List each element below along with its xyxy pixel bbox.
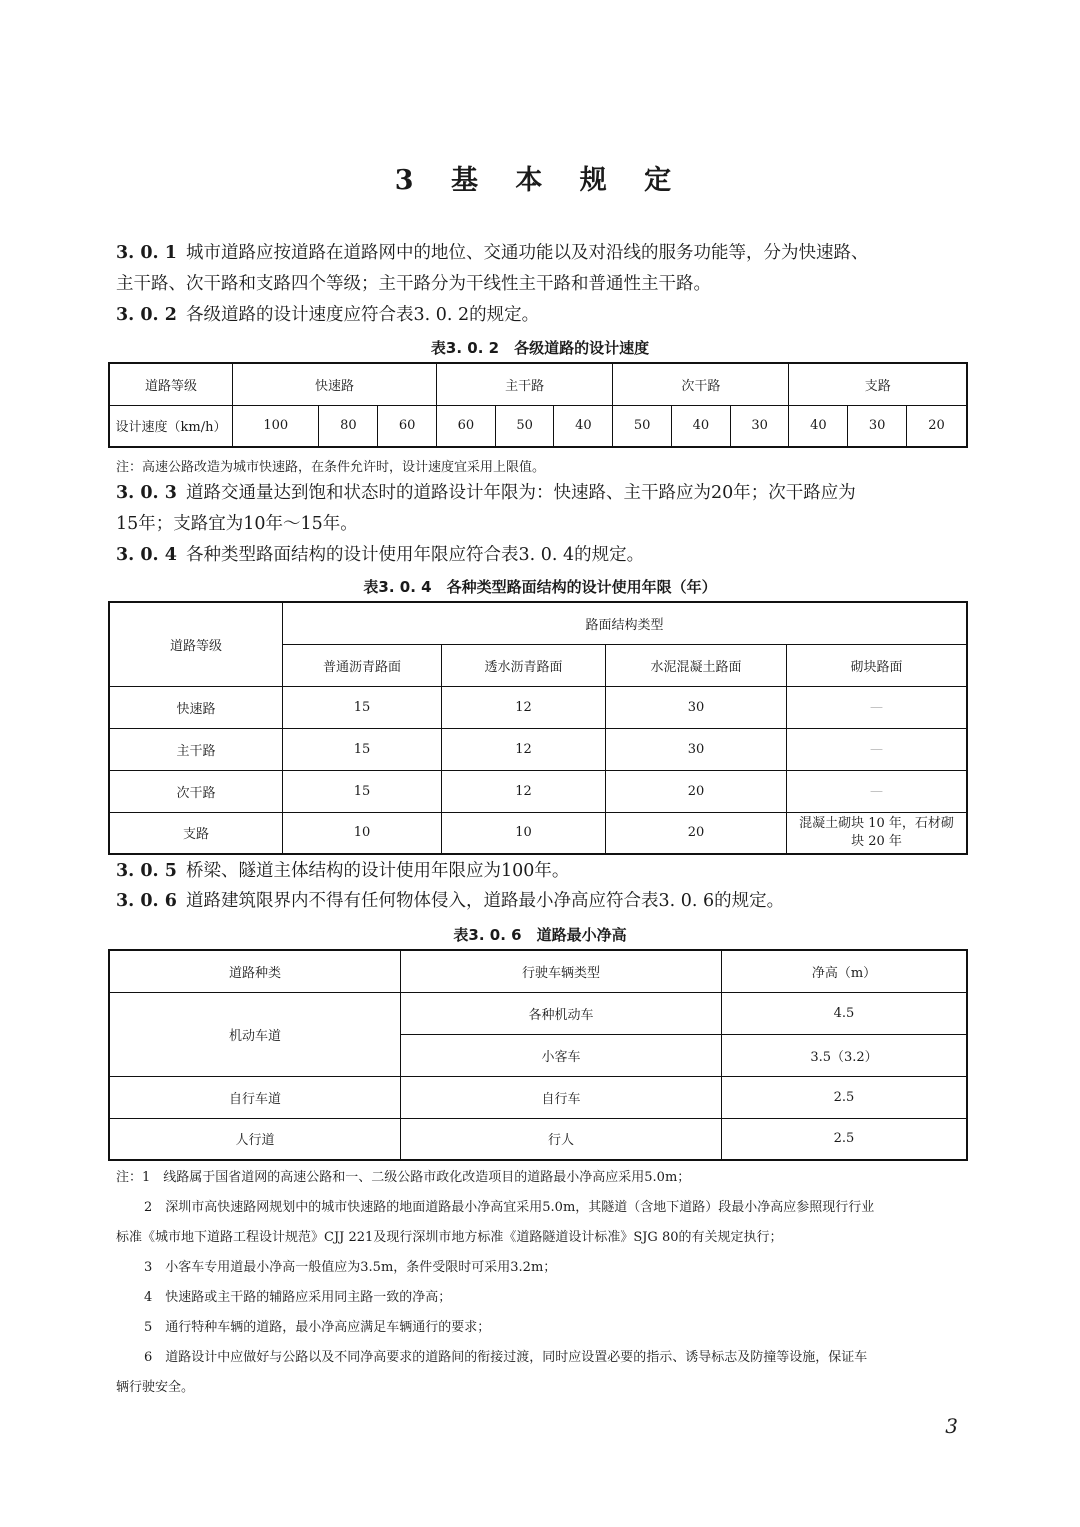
table-cell: 小客车 (401, 1034, 722, 1076)
note-4: 4 快速路或主干路的辅路应采用同主路一致的净高； (144, 1290, 452, 1305)
header-cell: 净高（m） (722, 950, 968, 992)
table-row (109, 686, 967, 728)
row-label: 快速路 (109, 686, 283, 728)
table-cell: 30 (606, 686, 787, 728)
clause-number: 3. 0. 5 (116, 861, 177, 881)
clause-3-0-5 (116, 856, 966, 887)
clause-text-cont: 15年；支路宜为10年～15年。 (116, 514, 358, 534)
clause-text: 道路交通量达到饱和状态时的道路设计年限为：快速路、主干路应为20年；次干路应为 (186, 483, 856, 503)
table-cell: 60 (378, 405, 437, 447)
table-cell: 12 (442, 770, 606, 812)
page-title: 3 基 本 规 定 (394, 165, 686, 196)
table-cell: 20 (606, 812, 787, 854)
table-cell: 混凝土砌块 10 年，石材砌块 20 年 (787, 812, 968, 854)
table-row (109, 770, 967, 812)
table-cell: 40 (554, 405, 613, 447)
clause-3-0-6 (116, 886, 966, 917)
row-label: 支路 (109, 812, 283, 854)
min-clearance-table (108, 949, 968, 1161)
page-number: 3 (945, 1414, 958, 1438)
table-cell: 4.5 (722, 992, 968, 1034)
table-cell: 10 (283, 812, 442, 854)
clause-3-0-2 (116, 300, 966, 331)
clause-number: 3. 0. 4 (116, 545, 177, 565)
header-cell: 普通沥青路面 (283, 644, 442, 686)
table-cell: 20 (606, 770, 787, 812)
header-cell: 路面结构类型 (283, 602, 968, 644)
table-cell: 50 (495, 405, 554, 447)
clause-number: 3. 0. 3 (116, 483, 177, 503)
table-caption-3-0-2: 表3. 0. 2 各级道路的设计速度 (430, 339, 650, 357)
header-cell: 砌块路面 (787, 644, 968, 686)
row-label: 设计速度（km/h） (109, 405, 233, 447)
table-cell: 2.5 (722, 1118, 968, 1160)
header-cell: 道路等级 (109, 363, 233, 405)
clause-number: 3. 0. 1 (116, 243, 177, 263)
table-cell: 12 (442, 728, 606, 770)
table-cell: 80 (319, 405, 378, 447)
clause-text: 各级道路的设计速度应符合表3. 0. 2的规定。 (186, 305, 540, 325)
table-cell: 15 (283, 686, 442, 728)
row-label: 次干路 (109, 770, 283, 812)
table-cell: 50 (613, 405, 672, 447)
table-cell: 自行车 (401, 1076, 722, 1118)
clause-3-0-3 (116, 478, 966, 540)
table-row (109, 812, 967, 854)
note-5: 5 通行特种车辆的道路，最小净高应满足车辆通行的要求； (144, 1320, 491, 1335)
header-cell: 水泥混凝土路面 (606, 644, 787, 686)
clause-text-cont: 主干路、次干路和支路四个等级；主干路分为干线性主干路和普通性主干路。 (116, 274, 711, 294)
row-label: 主干路 (109, 728, 283, 770)
clause-text: 城市道路应按道路在道路网中的地位、交通功能以及对沿线的服务功能等，分为快速路、 (186, 243, 869, 263)
table-cell: 15 (283, 728, 442, 770)
header-cell: 支路 (789, 363, 967, 405)
table-cell: 100 (233, 405, 319, 447)
table-cell: — (787, 770, 968, 812)
table-cell: 12 (442, 686, 606, 728)
header-cell: 次干路 (613, 363, 789, 405)
header-cell: 道路种类 (109, 950, 401, 992)
table-cell: 30 (848, 405, 907, 447)
row-label: 自行车道 (109, 1076, 401, 1118)
header-cell: 行驶车辆类型 (401, 950, 722, 992)
header-cell: 快速路 (233, 363, 437, 405)
clause-text: 道路建筑限界内不得有任何物体侵入，道路最小净高应符合表3. 0. 6的规定。 (186, 891, 785, 911)
table-caption-3-0-4: 表3. 0. 4 各种类型路面结构的设计使用年限（年） (363, 578, 717, 596)
header-cell: 透水沥青路面 (442, 644, 606, 686)
table-cell: 30 (730, 405, 789, 447)
table-note: 注：高速公路改造为城市快速路，在条件允许时，设计速度宜采用上限值。 (116, 460, 546, 475)
table-cell: 15 (283, 770, 442, 812)
note-2-cont: 标准《城市地下道路工程设计规范》CJJ 221及现行深圳市地方标准《道路隧道设计标准》SJG 80的有关规定执行； (116, 1230, 783, 1245)
table-cell: 各种机动车 (401, 992, 722, 1034)
table-caption-3-0-6: 表3. 0. 6 道路最小净高 (453, 926, 627, 944)
note-3: 3 小客车专用道最小净高一般值应为3.5m，条件受限时可采用3.2m； (144, 1260, 557, 1275)
clause-number: 3. 0. 2 (116, 305, 177, 325)
header-cell: 主干路 (436, 363, 612, 405)
clause-text: 桥梁、隧道主体结构的设计使用年限应为100年。 (186, 861, 570, 881)
table-cell: 2.5 (722, 1076, 968, 1118)
table-cell: 30 (606, 728, 787, 770)
table-cell: 10 (442, 812, 606, 854)
table-cell: 60 (436, 405, 495, 447)
table-row (109, 728, 967, 770)
clause-number: 3. 0. 6 (116, 891, 177, 911)
table-cell: — (787, 686, 968, 728)
table-cell: 40 (671, 405, 730, 447)
clause-text: 各种类型路面结构的设计使用年限应符合表3. 0. 4的规定。 (186, 545, 645, 565)
table-row (109, 992, 967, 1034)
clause-3-0-4 (116, 540, 966, 571)
header-cell: 道路等级 (109, 602, 283, 686)
table-cell: 3.5（3.2） (722, 1034, 968, 1076)
table-cell: 行人 (401, 1118, 722, 1160)
note-2: 2 深圳市高快速路网规划中的城市快速路的地面道路最小净高宜采用5.0m，其隧道（含地下道路）段最小净高应参照现行行业 (144, 1200, 875, 1215)
pavement-life-table (108, 601, 968, 855)
table-cell: 40 (789, 405, 848, 447)
clause-3-0-1 (116, 238, 966, 300)
table-notes (116, 1163, 966, 1403)
note-6: 6 道路设计中应做好与公路以及不同净高要求的道路间的衔接过渡，同时应设置必要的指示、诱导标志及防撞等设施，保证车 (144, 1350, 868, 1365)
row-label: 人行道 (109, 1118, 401, 1160)
table-row (109, 1118, 967, 1160)
note-6-cont: 辆行驶安全。 (116, 1380, 195, 1395)
note-1: 注：1 线路属于国省道网的高速公路和一、二级公路市政化改造项目的道路最小净高应采用5.0m； (116, 1170, 691, 1185)
table-cell: — (787, 728, 968, 770)
row-label: 机动车道 (109, 992, 401, 1076)
table-cell: 20 (906, 405, 967, 447)
table-row (109, 1076, 967, 1118)
design-speed-table (108, 362, 968, 448)
